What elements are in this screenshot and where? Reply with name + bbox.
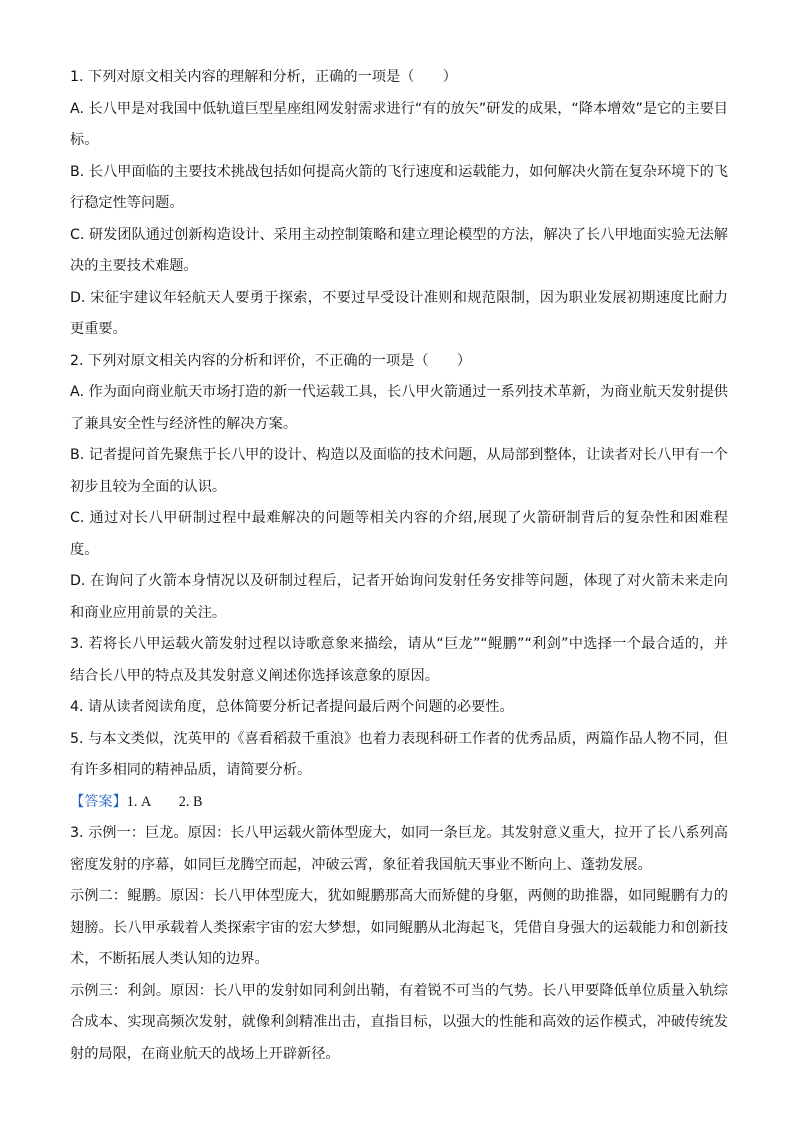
question-2-option-b: B. 记者提问首先聚焦于长八甲的设计、构造以及面临的技术问题，从局部到整体，让读者对长八甲有一个初步且较为全面的认识。: [70, 447, 728, 495]
question-3: 3. 若将长八甲运载火箭发射过程以诗歌意象来描绘，请从“巨龙”“鲲鹏”“利剑”中选择一个最合适的，并结合长八甲的特点及其发射意义阐述你选择该意象的原因。: [70, 636, 728, 684]
question-1-option-b: B. 长八甲面临的主要技术挑战包括如何提高火箭的飞行速度和运载能力，如何解决火箭在复杂环境下的飞行稳定性等问题。: [70, 163, 728, 211]
question-1-option-a: A. 长八甲是对我国中低轨道巨型星座组网发射需求进行“有的放矢”研发的成果，“降本增效”是它的主要目标。: [70, 100, 728, 148]
answer-example-1: 3. 示例一：巨龙。原因：长八甲运载火箭体型庞大，如同一条巨龙。其发射意义重大，拉开了长八系列高密度发射的序幕，如同巨龙腾空而起，冲破云霄，象征着我国航天事业不断向上、蓬勃发展。: [70, 825, 728, 873]
answer-row: [70, 787, 728, 819]
exam-page: [70, 62, 728, 1070]
question-1-option-d: D. 宋征宇建议年轻航天人要勇于探索，不要过早受设计准则和规范限制，因为职业发展初期速度比耐力更重要。: [70, 289, 728, 337]
answer-example-2: 示例二：鲲鹏。原因：长八甲体型庞大，犹如鲲鹏那高大而矫健的身躯，两侧的助推器，如同鲲鹏有力的翅膀。长八甲承载着人类探索宇宙的宏大梦想，如同鲲鹏从北海起飞，凭借自身强大的运载能力和创新技术，不断拓展人类认知的边界。: [70, 888, 728, 967]
answer-tag: 【答案】: [70, 793, 127, 810]
question-2-option-d: D. 在询问了火箭本身情况以及研制过程后，记者开始询问发射任务安排等问题，体现了对火箭未来走向和商业应用前景的关注。: [70, 573, 728, 621]
question-2-option-c: C. 通过对长八甲研制过程中最难解决的问题等相关内容的介绍,展现了火箭研制背后的复杂性和困难程度。: [70, 510, 728, 558]
question-2-option-a: A. 作为面向商业航天市场打造的新一代运载工具，长八甲火箭通过一系列技术革新，为商业航天发射提供了兼具安全性与经济性的解决方案。: [70, 384, 728, 432]
question-2-stem: 2. 下列对原文相关内容的分析和评价，不正确的一项是（ ）: [70, 352, 472, 369]
answer-values: 1. A 2. B: [126, 793, 203, 810]
answer-example-3: 示例三：利剑。原因：长八甲的发射如同利剑出鞘，有着锐不可当的气势。长八甲要降低单位质量入轨综合成本、实现高频次发射，就像利剑精准出击，直指目标，以强大的性能和高效的运作模式，冲破传统发射的局限，在商业航天的战场上开辟新径。: [70, 982, 728, 1062]
question-1-stem: 1. 下列对原文相关内容的理解和分析，正确的一项是（ ）: [70, 69, 457, 85]
question-4: 4. 请从读者阅读角度，总体简要分析记者提问最后两个问题的必要性。: [70, 699, 514, 715]
question-1-option-c: C. 研发团队通过创新构造设计、采用主动控制策略和建立理论模型的方法，解决了长八甲地面实验无法解决的主要技术难题。: [70, 226, 728, 274]
question-5: 5. 与本文类似，沈英甲的《喜看稻菽千重浪》也着力表现科研工作者的优秀品质，两篇作品人物不同，但有许多相同的精神品质，请简要分析。: [70, 730, 728, 778]
